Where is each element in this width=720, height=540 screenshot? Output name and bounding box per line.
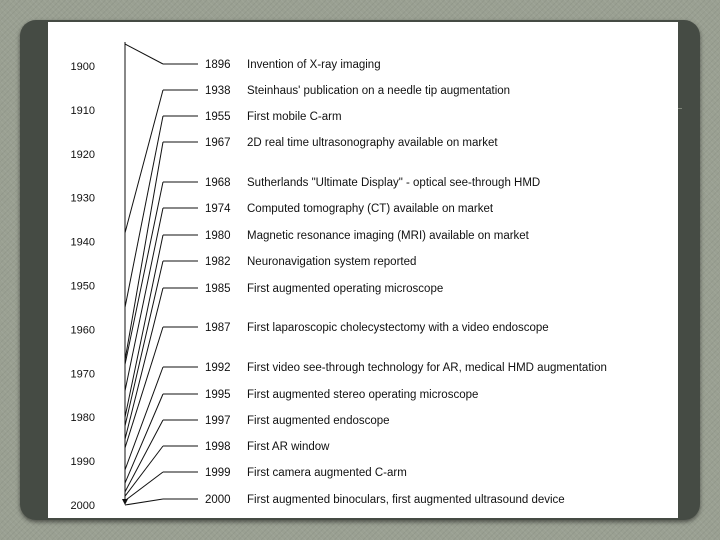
event-year: 1999	[205, 467, 231, 479]
event-label: First camera augmented C-arm	[247, 467, 407, 479]
event-label: First laparoscopic cholecystectomy with a video endoscope	[247, 322, 549, 334]
event-list	[205, 59, 607, 506]
event-year: 1982	[205, 256, 231, 268]
event-year: 1997	[205, 415, 231, 427]
scale-year-label: 1920	[70, 148, 95, 161]
timeline-diagram	[48, 22, 678, 518]
event-label: Sutherlands "Ultimate Display" - optical see-through HMD	[247, 177, 541, 189]
timeline-axis	[122, 42, 128, 505]
scale-year-label: 1970	[70, 368, 95, 381]
scale-year-label: 1930	[70, 192, 95, 205]
event-label: First AR window	[247, 441, 330, 453]
event-connector	[125, 394, 163, 483]
event-year: 2000	[205, 494, 231, 506]
event-label: First augmented endoscope	[247, 415, 390, 427]
scale-year-label: 1910	[70, 104, 95, 117]
event-year: 1980	[205, 230, 231, 242]
event-year: 1987	[205, 322, 231, 334]
event-year: 1955	[205, 111, 231, 123]
scale-year-label: 1960	[70, 324, 95, 337]
event-label: Steinhaus' publication on a needle tip augmentation	[247, 85, 511, 97]
event-label: Invention of X-ray imaging	[247, 59, 381, 71]
event-year: 1967	[205, 137, 231, 149]
event-label: Computed tomography (CT) available on market	[247, 203, 494, 215]
timeline-arrow-head	[122, 499, 128, 505]
scale-year-label: 2000	[70, 500, 95, 512]
event-year: 1974	[205, 203, 231, 215]
event-year: 1938	[205, 85, 231, 97]
event-connector	[125, 472, 163, 501]
scale-year-label: 1990	[70, 456, 95, 469]
event-label: Magnetic resonance imaging (MRI) available on market	[247, 230, 529, 242]
event-connectors	[125, 44, 198, 505]
event-label: Neuronavigation system reported	[247, 256, 417, 268]
event-year: 1985	[205, 283, 231, 295]
event-label: First augmented binoculars, first augmented ultrasound device	[247, 494, 565, 506]
event-year: 1896	[205, 59, 231, 71]
event-label: First video see-through technology for AR, medical HMD augmentation	[247, 362, 607, 374]
timeline-figure	[48, 22, 678, 518]
scale-year-label: 1980	[70, 412, 95, 425]
event-connector	[125, 44, 163, 64]
event-label: First augmented stereo operating microscope	[247, 389, 479, 401]
scale-year-label: 1940	[70, 236, 95, 249]
event-label: 2D real time ultrasonography available on market	[247, 137, 498, 149]
scale-year-label: 1950	[70, 280, 95, 293]
event-label: First mobile C-arm	[247, 111, 342, 123]
event-year: 1968	[205, 177, 231, 189]
event-connector	[125, 499, 163, 505]
event-year: 1998	[205, 441, 231, 453]
scale-year-label: 1900	[70, 61, 95, 73]
event-year: 1992	[205, 362, 231, 374]
event-year: 1995	[205, 389, 231, 401]
year-scale	[71, 61, 95, 512]
event-label: First augmented operating microscope	[247, 283, 444, 295]
